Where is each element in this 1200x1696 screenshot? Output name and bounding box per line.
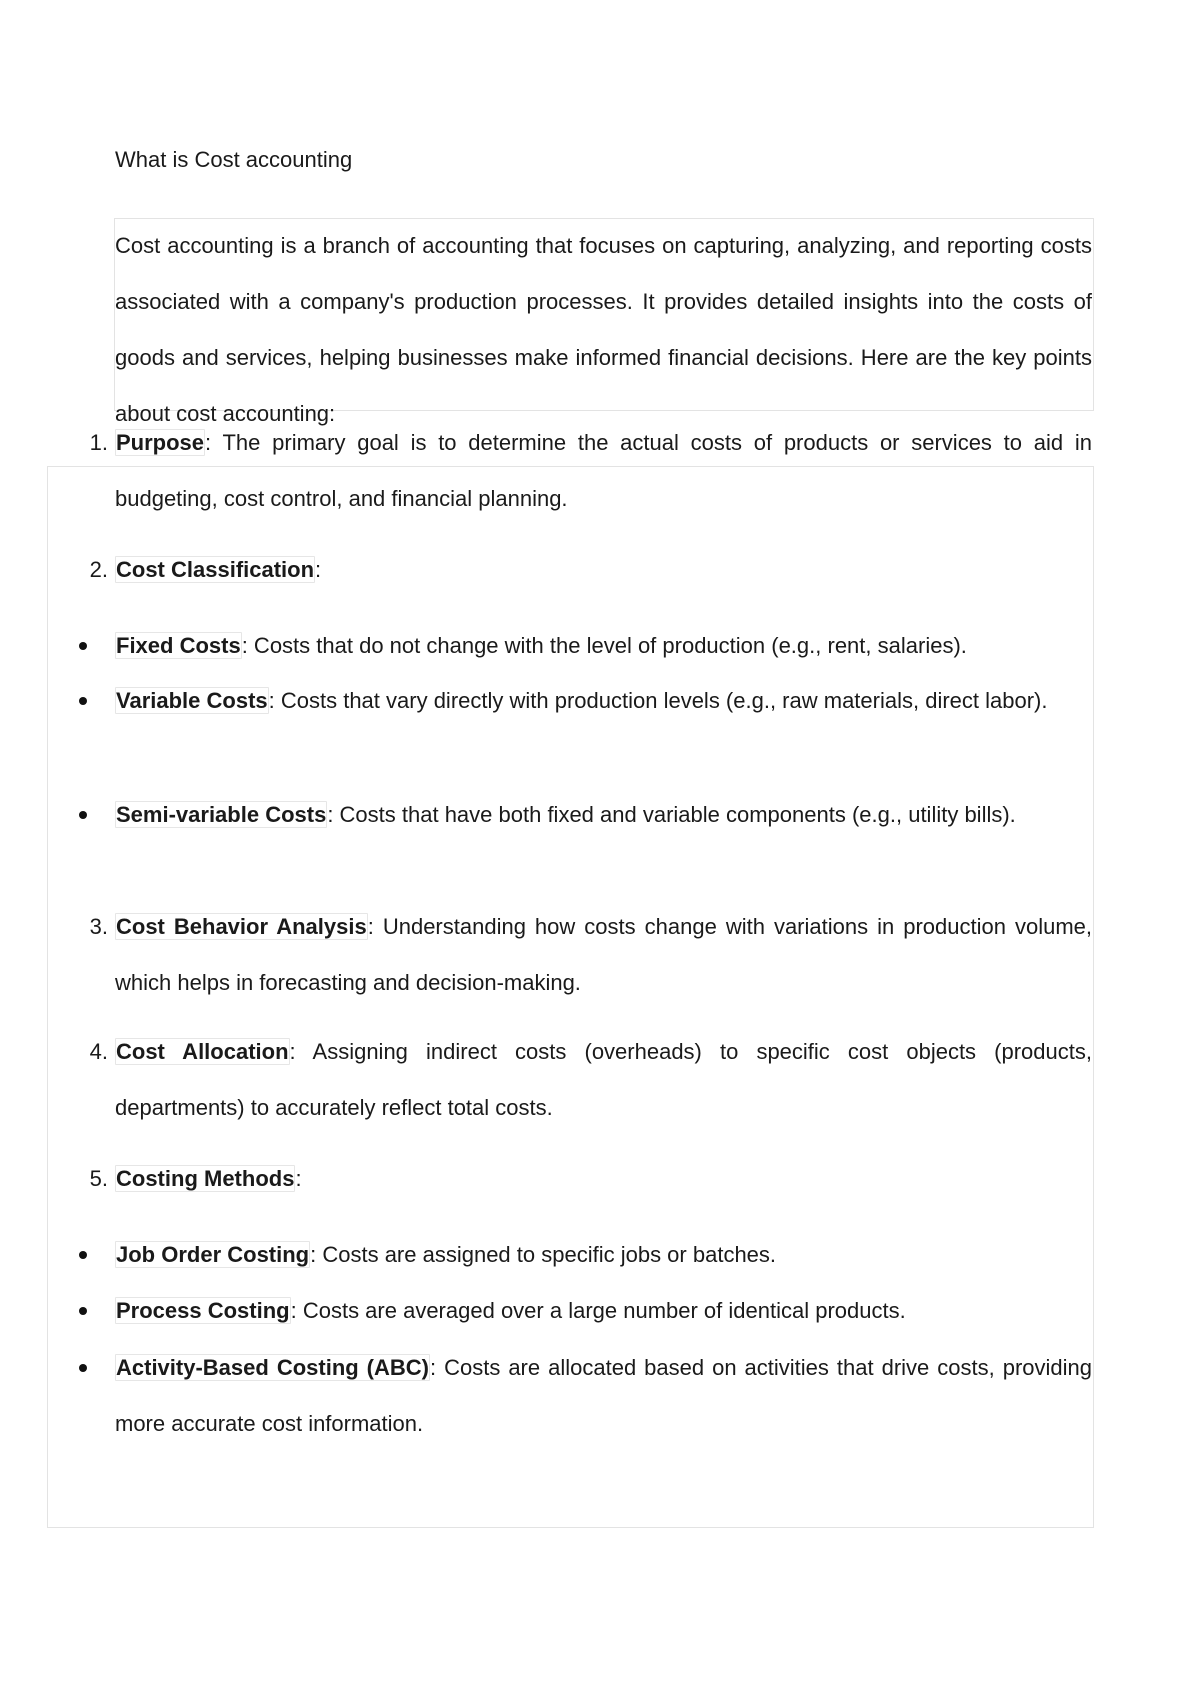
list-number: 5. xyxy=(89,1166,108,1191)
bullet-item-process-costing xyxy=(115,1283,1092,1339)
document-title: What is Cost accounting xyxy=(115,147,353,172)
term-process-costing: Process Costing xyxy=(116,1298,290,1323)
list-item-costing-methods xyxy=(89,1151,1092,1207)
bullet-item-job-order-costing xyxy=(115,1227,1092,1283)
term-cost-allocation: Cost Allocation xyxy=(116,1039,289,1064)
list-number: 2. xyxy=(89,557,108,582)
item-text: : The primary goal is to determine the actual costs of products or services to aid in budgeting, cost control, and financial planning. xyxy=(115,430,1092,511)
item-text: : Costs are allocated based on activities that drive costs, providing more accurate cost information. xyxy=(115,1355,1092,1436)
bullet-icon xyxy=(79,811,87,819)
term-costing-methods: Costing Methods xyxy=(116,1166,295,1191)
bullet-icon xyxy=(79,1251,87,1259)
list-number: 3. xyxy=(89,914,108,939)
list-item-cost-classification xyxy=(89,542,1092,598)
term-cost-behavior-analysis: Cost Behavior Analysis xyxy=(116,914,367,939)
term-cost-classification: Cost Classification xyxy=(116,557,315,582)
item-text: : Costs are averaged over a large number of identical products. xyxy=(290,1298,906,1323)
list-item-purpose xyxy=(89,415,1092,527)
item-text: : xyxy=(295,1166,302,1191)
bullet-item-fixed-costs xyxy=(115,618,1092,674)
item-text: : xyxy=(315,557,322,582)
intro-paragraph: Cost accounting is a branch of accounting that focuses on capturing, analyzing, and reporting costs associated with a company's production processes. It provides detailed insights into the costs of goods and services, helping businesses make informed financial decisions. Here are the key points about cost accounting: xyxy=(115,233,1092,426)
bullet-icon xyxy=(79,642,87,650)
list-number: 1. xyxy=(89,430,108,455)
term-fixed-costs: Fixed Costs xyxy=(116,633,241,658)
term-semi-variable-costs: Semi-variable Costs xyxy=(116,802,327,827)
bullet-item-variable-costs xyxy=(115,673,1092,729)
bullet-icon xyxy=(79,697,87,705)
list-number: 4. xyxy=(89,1039,108,1064)
list-item-cost-behavior-analysis xyxy=(89,899,1092,1011)
bullet-item-semi-variable-costs xyxy=(115,787,1092,843)
term-job-order-costing: Job Order Costing xyxy=(116,1242,310,1267)
term-activity-based-costing: Activity-Based Costing (ABC) xyxy=(116,1355,429,1380)
term-purpose: Purpose xyxy=(116,430,205,455)
item-text: : Understanding how costs change with variations in production volume, which helps in forecasting and decision-making. xyxy=(115,914,1092,995)
item-text: : Costs that vary directly with production levels (e.g., raw materials, direct labor). xyxy=(268,688,1048,713)
item-text: : Costs that have both fixed and variable components (e.g., utility bills). xyxy=(327,802,1016,827)
term-variable-costs: Variable Costs xyxy=(116,688,268,713)
bullet-icon xyxy=(79,1307,87,1315)
item-text: : Costs are assigned to specific jobs or batches. xyxy=(310,1242,777,1267)
bullet-icon xyxy=(79,1364,87,1372)
bullet-item-activity-based-costing xyxy=(115,1340,1092,1452)
item-text: : Assigning indirect costs (overheads) to specific cost objects (products, departments) to accurately reflect total costs. xyxy=(115,1039,1092,1120)
item-text: : Costs that do not change with the level of production (e.g., rent, salaries). xyxy=(241,633,967,658)
list-item-cost-allocation xyxy=(89,1024,1092,1136)
